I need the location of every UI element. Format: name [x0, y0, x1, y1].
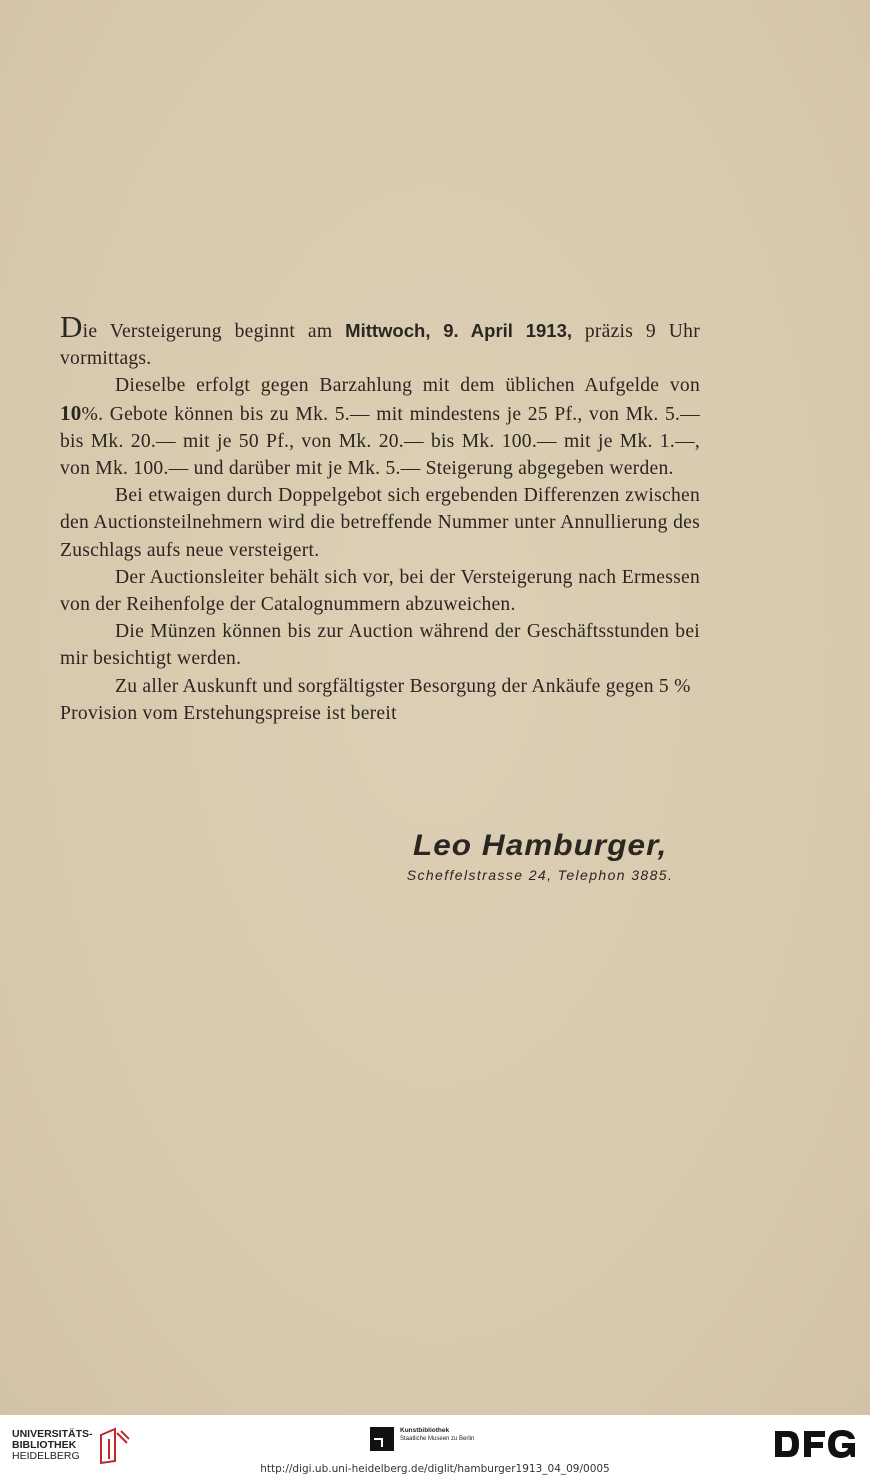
kunstbibliothek-icon: [370, 1427, 394, 1451]
paragraph-6: Zu aller Auskunft und sorgfältigster Besorgung der Ankäufe gegen 5 % Provision vom Erstehungspreise ist bereit: [60, 675, 691, 724]
kunstbibliothek-logo[interactable]: [370, 1427, 474, 1451]
kb-line-2: Staatliche Museen zu Berlin: [400, 1436, 475, 1442]
paragraph-4: Der Auctionsleiter behält sich vor, bei der Versteigerung nach Ermessen von der Reihenfolge der Catalognummern abzuweichen.: [60, 566, 700, 616]
paragraph-1-text-b: präzis 9 Uhr vormittags.: [60, 321, 700, 370]
kunstbibliothek-text: [400, 1427, 474, 1443]
dfg-logo[interactable]: [775, 1429, 857, 1463]
signature-name: Leo Hamburger,: [412, 829, 668, 862]
signature-address: Scheffelstrasse 24, Telephon 3885.: [406, 867, 674, 883]
premium-percent: 10: [60, 400, 82, 425]
body-text: [60, 309, 700, 727]
auction-date: Mittwoch, 9. April 1913,: [345, 320, 573, 341]
percent-sign: %: [81, 403, 99, 425]
ub-emblem-icon: [97, 1425, 131, 1465]
paragraph-5: Die Münzen können bis zur Auction während der Geschäftsstunden bei mir besichtigt werden.: [60, 621, 700, 670]
paragraph-2-text-b: . Gebote können bis zu Mk. 5.— mit mindestens je 25 Pf., von Mk. 5.— bis Mk. 20.— mit je 50 Pf., von Mk. 20.— bis Mk. 100.— mit je Mk. 1.—, von Mk. 100.— und darüber mit je Mk. 5.— Steigerung abgegeben werden.: [60, 403, 700, 480]
permalink-url[interactable]: http://digi.ub.uni-heidelberg.de/diglit/hamburger1913_04_09/0005: [260, 1463, 610, 1475]
ub-line-2: BIBLIOTHEK: [12, 1439, 77, 1451]
dfg-logo-icon: [775, 1429, 857, 1459]
paragraph-2: [60, 372, 700, 482]
paragraph-1: [60, 309, 700, 372]
ub-line-1: UNIVERSITÄTS-: [12, 1428, 93, 1440]
paragraph-2-text-a: Dieselbe erfolgt gegen Barzahlung mit dem üblichen Aufgelde von: [115, 375, 700, 397]
signature-block: [0, 829, 870, 883]
ub-text: [12, 1429, 93, 1462]
ub-line-3: HEIDELBERG: [12, 1450, 80, 1462]
paragraph-3: Bei etwaigen durch Doppelgebot sich ergebenden Differenzen zwischen den Auctionsteilnehmern wird die betreffende Nummer unter Annullierung des Zuschlags aufs neue versteigert.: [60, 485, 700, 561]
ub-heidelberg-logo[interactable]: [12, 1429, 131, 1465]
kb-line-1: Kunstbibliothek: [400, 1427, 450, 1434]
paragraph-1-text-a: ie Versteigerung beginnt am: [82, 321, 346, 342]
footer-bar: [0, 1415, 870, 1477]
drop-cap: D: [60, 309, 83, 344]
